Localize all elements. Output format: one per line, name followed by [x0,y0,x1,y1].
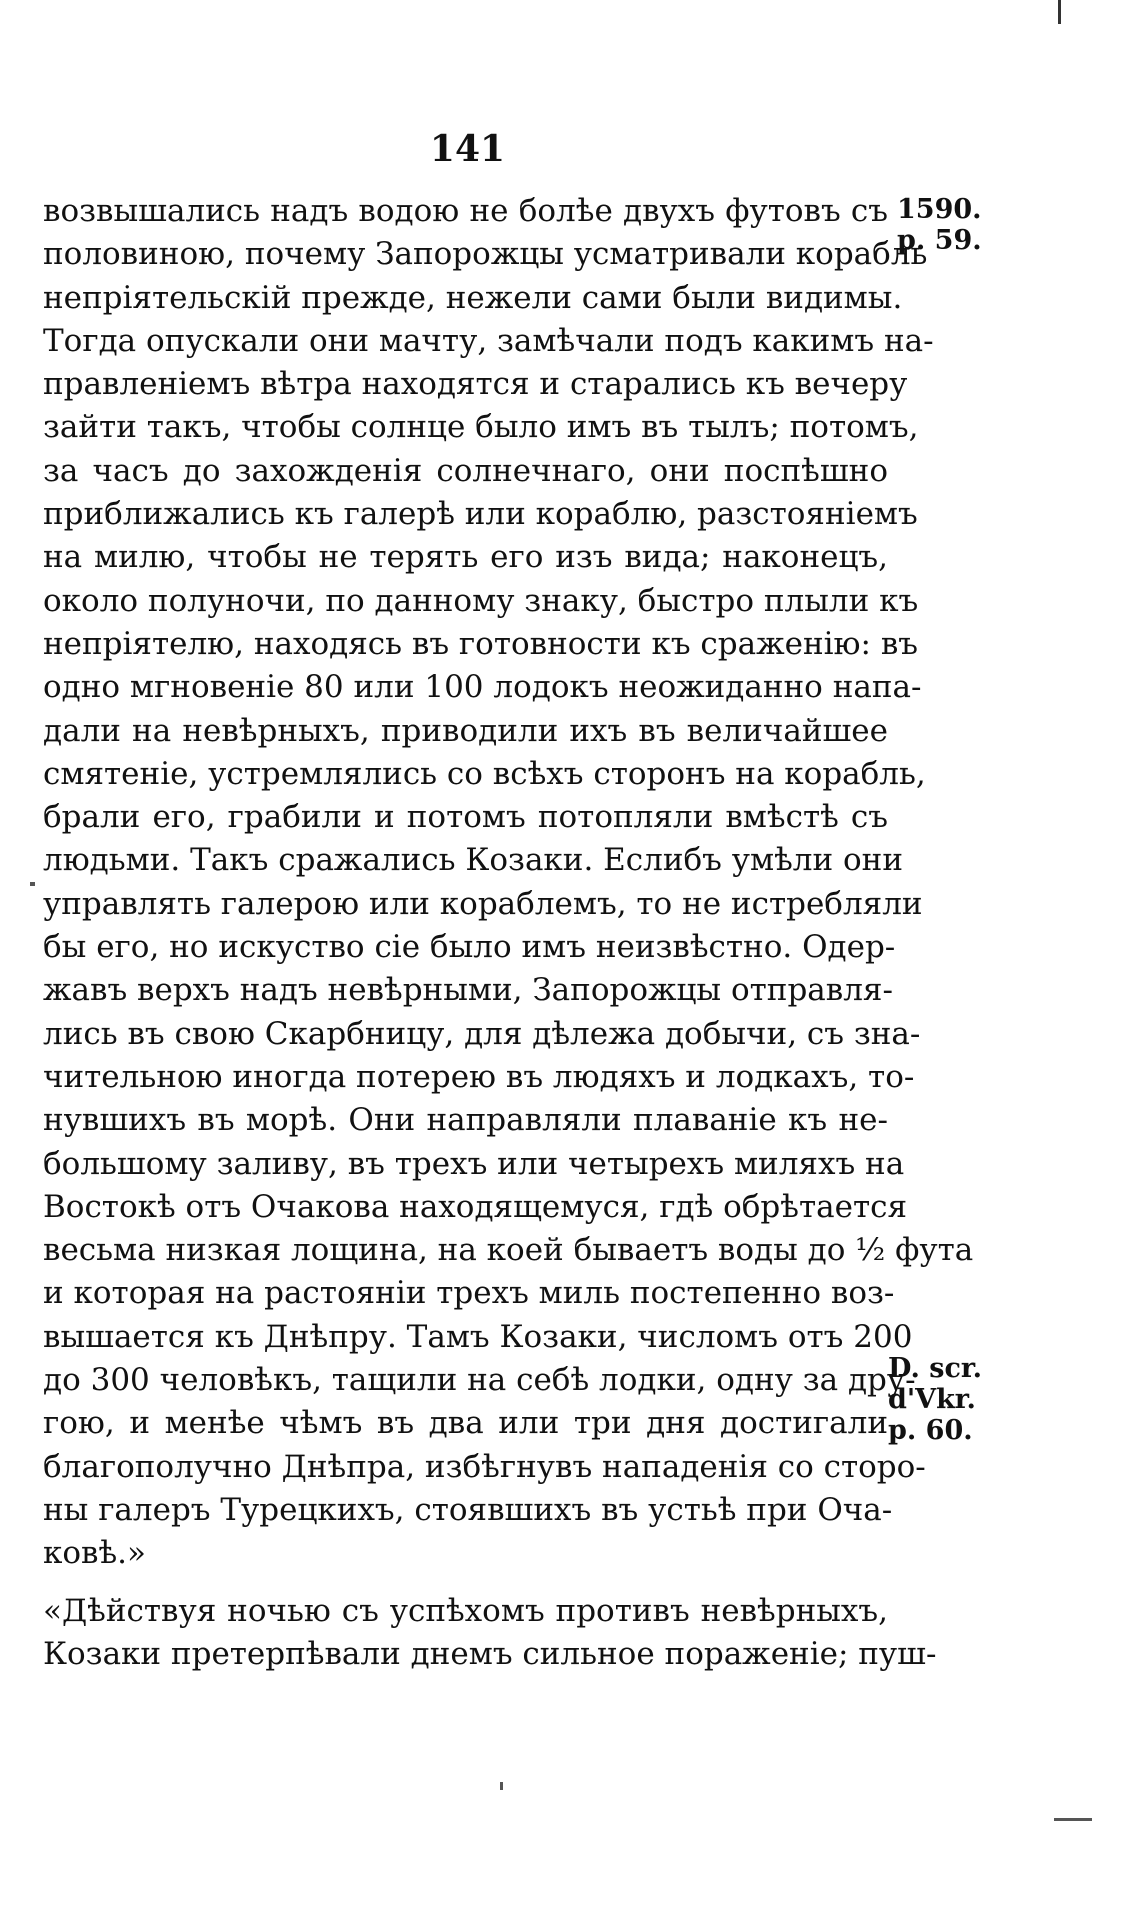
text-line: смятеніе, устремлялись со всѣхъ сторонъ на корабль, [43,755,926,792]
margin-note-line: D. scr. [888,1353,983,1384]
paragraph-gap [43,1576,888,1590]
text-line: весьма низкая лощина, на коей бываетъ воды до ½ фута [43,1232,974,1269]
margin-note-line: d'Vkr. [888,1384,976,1415]
text-line: одно мгновеніе 80 или 100 лодокъ неожиданно напа- [43,669,922,706]
text-line: половиною, почему Запорожцы усматривали корабль [43,236,928,273]
text-line: людьми. Такъ сражались Козаки. Еслибъ умѣли они [43,842,903,879]
text-line: ны галеръ Турецкихъ, стоявшихъ въ устьѣ при Оча- [43,1491,893,1528]
text-line: непріятелю, находясь въ готовности къ сраженію: въ [43,625,918,662]
text-line: нувшихъ въ морѣ. Они направляли плаваніе къ не- [43,1102,888,1139]
page-number: 141 [429,128,506,170]
scan-edge-mark [1058,0,1061,24]
text-line: и которая на растояніи трехъ миль постепенно воз- [43,1275,895,1312]
paragraph-2 [43,1590,937,1677]
text-line: «Дѣйствуя ночью съ успѣхомъ противъ невѣрныхъ, [43,1592,888,1629]
text-line: Востокѣ отъ Очакова находящемуся, гдѣ обрѣтается [43,1188,908,1225]
text-line: Тогда опускали они мачту, замѣчали подъ какимъ на- [43,322,934,359]
text-line: большому заливу, въ трехъ или четырехъ миляхъ на [43,1145,905,1182]
text-line: вышается къ Днѣпру. Тамъ Козаки, числомъ отъ 200 [43,1318,913,1355]
margin-note-line: р. 59. [897,225,982,256]
text-line: гою, и менѣе чѣмъ въ два или три дня достигали [43,1405,888,1442]
text-line: чительною иногда потерею въ людяхъ и лодкахъ, то- [43,1058,915,1095]
text-line: приближались къ галерѣ или кораблю, разстояніемъ [43,496,918,533]
text-line: зайти такъ, чтобы солнце было имъ въ тылъ; потомъ, [43,409,919,446]
text-line: управлять галерою или кораблемъ, то не истребляли [43,885,923,922]
margin-note-line: р. 60. [888,1415,973,1446]
text-line: брали его, грабили и потомъ потопляли вмѣстѣ съ [43,799,888,836]
margin-note-line: 1590. [897,194,982,225]
text-line: около полуночи, по данному знаку, быстро плыли къ [43,582,919,619]
text-line: непріятельскій прежде, нежели сами были видимы. [43,279,903,316]
scan-speck [500,1782,503,1790]
scan-speck [1054,1818,1092,1821]
text-line: благополучно Днѣпра, избѣгнувъ нападенія со сторо- [43,1448,926,1485]
text-line: до 300 человѣкъ, тащили на себѣ лодки, одну за дру- [43,1362,916,1399]
text-line: жавъ верхъ надъ невѣрными, Запорожцы отправля- [43,972,893,1009]
text-line: Козаки претерпѣвали днемъ сильное пораженіе; пуш- [43,1635,937,1672]
scan-speck [30,882,35,886]
text-line: лись въ свою Скарбницу, для дѣлежа добычи, съ зна- [43,1015,921,1052]
text-line: возвышались надъ водою не болѣе двухъ футовъ съ [43,193,888,229]
text-line: за часъ до захожденія солнечнаго, они поспѣшно [43,452,888,489]
text-line: на милю, чтобы не терять его изъ вида; наконецъ, [43,539,888,576]
text-line: бы его, но искуство сіе было имъ неизвѣстно. Одер- [43,929,896,966]
text-line: правленіемъ вѣтра находятся и старались къ вечеру [43,366,908,403]
text-line: ковѣ.» [43,1535,147,1572]
text-line: дали на невѣрныхъ, приводили ихъ въ величайшее [43,712,888,749]
